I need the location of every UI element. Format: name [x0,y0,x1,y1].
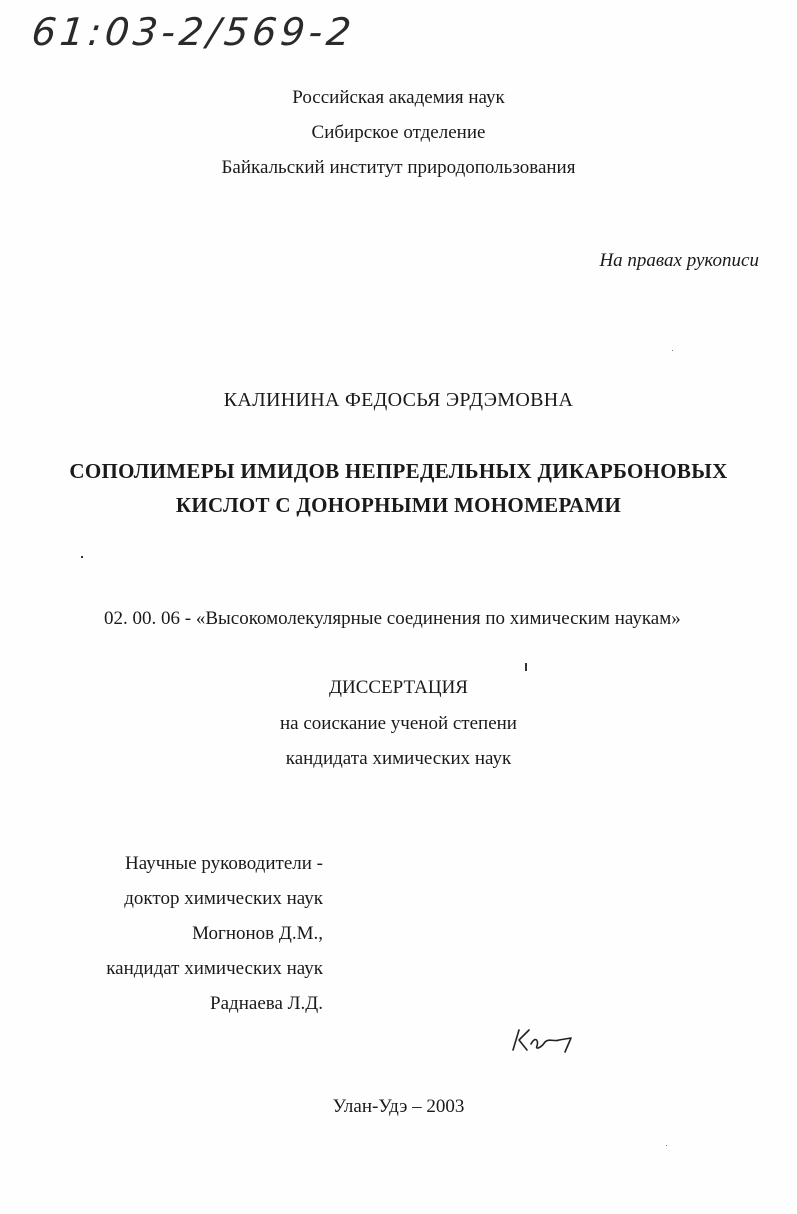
supervisor-1-name: Могнонов Д.М., [192,923,323,944]
author-name: КАЛИНИНА ФЕДОСЬЯ ЭРДЭМОВНА [223,389,574,411]
stray-dot [672,350,673,351]
branch-name: Сибирское отделение [311,122,486,143]
supervisors-heading: Научные руководители - [125,853,323,874]
supervisor-2-degree: кандидат химических наук [106,958,323,979]
supervisor-2-name: Раднаева Л.Д. [210,993,323,1014]
degree-purpose: на соискание ученой степени [280,713,517,734]
supervisor-1-degree: доктор химических наук [124,888,323,909]
city-and-year: Улан-Удэ – 2003 [332,1096,465,1117]
signature-icon [505,1022,585,1062]
dissertation-label: ДИССЕРТАЦИЯ [329,677,468,698]
degree-name: кандидата химических наук [285,748,512,769]
stray-dot [666,1145,667,1146]
thesis-title-line-2: КИСЛОТ С ДОНОРНЫМИ МОНОМЕРАМИ [175,493,622,517]
specialty-code: 02. 00. 06 - «Высокомолекулярные соединения по химическим наукам» [104,608,681,629]
institute-name: Байкальский институт природопользования [221,157,576,178]
manuscript-rights-note: На правах рукописи [599,250,759,271]
stray-dot [81,556,83,558]
handwritten-catalog-number: 61:03-2/569-2 [29,10,357,54]
thesis-title-line-1: СОПОЛИМЕРЫ ИМИДОВ НЕПРЕДЕЛЬНЫХ ДИКАРБОНОВЫХ [69,459,728,483]
stray-mark [525,663,527,671]
academy-name: Российская академия наук [292,87,505,108]
